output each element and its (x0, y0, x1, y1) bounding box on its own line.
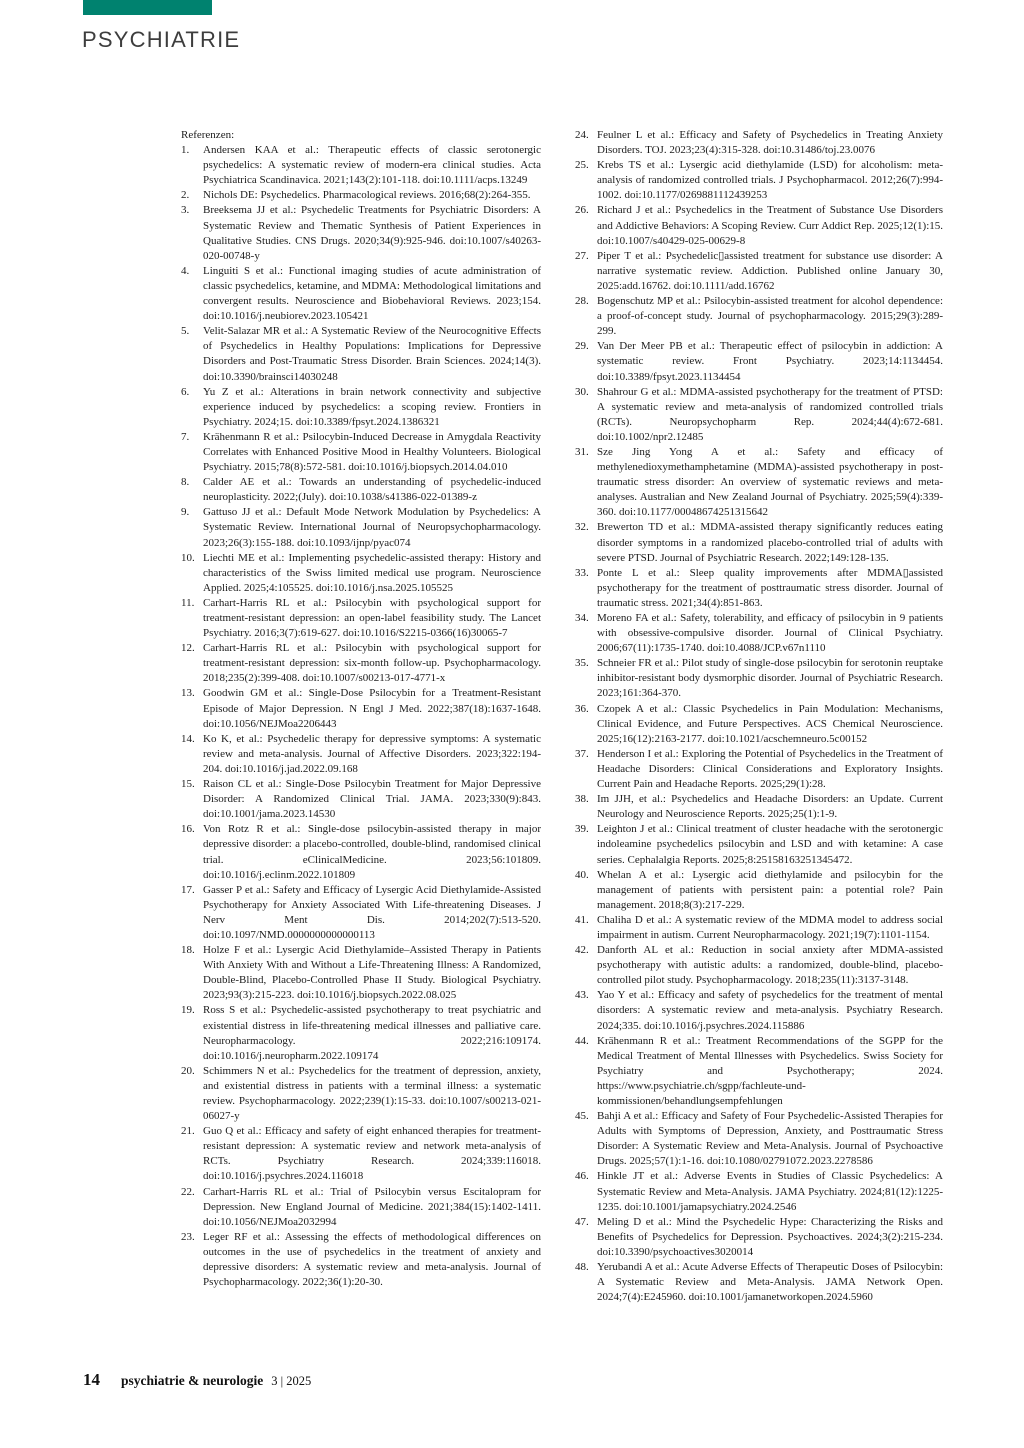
reference-text: Yerubandi A et al.: Acute Adverse Effects of Therapeutic Doses of Psilocybin: A Systematic Review and Meta-Analysis. JAMA Network Open. 2024;7(4):E245960. doi:10.1001/jamanetworkopen.2024.5960 (597, 1261, 943, 1304)
reference-text: Linguiti S et al.: Functional imaging studies of acute administration of classic psychedelics, ketamine, and MDMA: Methodological limitations and convergent results. Neuroscience and Biobehavioral Reviews. 2023;154. doi:10.1016/j.neubiorev.2023.105421 (203, 264, 541, 323)
reference-text: Whelan A et al.: Lysergic acid diethylamide and psilocybin for the management of patients with persistent pain: a potential role? Pain management. 2018;8(3):217-229. (597, 868, 943, 911)
reference-text: Nichols DE: Psychedelics. Pharmacological reviews. 2016;68(2):264-355. (203, 189, 531, 202)
issue-info: 3 | 2025 (271, 1374, 312, 1388)
reference-text: Leighton J et al.: Clinical treatment of cluster headache with the serotonergic indoleamine psychedelics psilocybin and LSD and with ketamine: A case series. Cephalalgia Reports. 2025;8:25158163251345472. (597, 823, 943, 866)
reference-item (575, 792, 943, 822)
reference-item (181, 1230, 541, 1290)
reference-number: 36. (575, 702, 589, 715)
reference-text: Henderson I et al.: Exploring the Potential of Psychedelics in the Treatment of Headache Disorders: Clinical Considerations and Exploratory Insights. Current Pain and Headache Reports. 2025;29(1):28. (597, 747, 943, 791)
reference-number: 26. (575, 204, 589, 217)
journal-name: psychiatrie & neurologie (121, 1373, 264, 1388)
reference-number: 1. (181, 144, 190, 157)
page-footer (83, 1370, 311, 1390)
reference-text: Holze F et al.: Lysergic Acid Diethylamide–Assisted Therapy in Patients With Anxiety With and Without a Life-Threatening Illness: A Randomized, Double-Blind, Placebo-Controlled Phase II Study. Biological Psychiatry. 2023;93(3):215-223. doi:10.1016/j.biopsych.2022.08.025 (203, 944, 541, 1002)
reference-item (181, 883, 541, 943)
reference-number: 10. (181, 551, 195, 564)
references-column-right (575, 128, 943, 1305)
reference-item (575, 445, 943, 520)
reference-number: 9. (181, 506, 190, 519)
reference-text: Czopek A et al.: Classic Psychedelics in Pain Modulation: Mechanisms, Clinical Evidence, and Future Perspectives. ACS Chemical Neuroscience. 2025;16(12):2163-2177. doi:10.1021/acschemneuro.5c00152 (597, 702, 943, 745)
reference-item (181, 686, 541, 731)
reference-text: Carhart-Harris RL et al.: Trial of Psilocybin versus Escitalopram for Depression. New England Journal of Medicine. 2021;384(15):1402-1411. doi:10.1056/NEJMoa2032994 (203, 1185, 541, 1228)
reference-number: 12. (181, 642, 195, 655)
reference-number: 28. (575, 295, 589, 308)
reference-number: 42. (575, 944, 589, 957)
reference-item (181, 264, 541, 324)
reference-number: 8. (181, 476, 190, 489)
reference-item (181, 732, 541, 777)
reference-number: 21. (181, 1125, 195, 1138)
reference-item (575, 611, 943, 656)
reference-text: Yu Z et al.: Alterations in brain network connectivity and subjective experience induced by psychedelics: a scoping review. Frontiers in Psychiatry. 2024;15. doi:10.3389/fpsyt.2024.1386321 (203, 385, 541, 428)
reference-item (181, 1003, 541, 1063)
reference-item (575, 1034, 943, 1109)
reference-number: 18. (181, 944, 195, 957)
reference-number: 34. (575, 612, 589, 624)
reference-text: Liechti ME et al.: Implementing psychedelic-assisted therapy: History and characteristics of the Swiss limited medical use program. Neuroscience Applied. 2025;4:105525. doi:10.1016/j.nsa.2025.105525 (203, 551, 541, 594)
references-column-left (181, 128, 541, 1290)
reference-text: Velit-Salazar MR et al.: A Systematic Review of the Neurocognitive Effects of Psychedelics in Healthy Populations: Implications for Depressive Disorders and Post-Traumatic Stress Disorder. Brain Sciences. 2024;14(3). doi:10.3390/brainsci14030248 (203, 325, 541, 383)
page-number: 14 (83, 1370, 100, 1389)
reference-text: Bahji A et al.: Efficacy and Safety of Four Psychedelic-Assisted Therapies for Adults with Symptoms of Depression, Anxiety, and Posttraumatic Stress Disorder: A Systematic Review and Meta-Analysis. Journal of Psychoactive Drugs. 2025;57(1):1-16. doi:10.1080/02791072.2023.2278586 (597, 1110, 943, 1168)
reference-item (575, 128, 943, 158)
reference-item (575, 339, 943, 384)
reference-item (181, 1124, 541, 1184)
reference-text: Meling D et al.: Mind the Psychedelic Hype: Characterizing the Risks and Benefits of Psychedelics for Depression. Psychoactives. 2024;3(2):215-234. doi:10.3390/psychoactives3020014 (597, 1215, 943, 1258)
reference-text: Hinkle JT et al.: Adverse Events in Studies of Classic Psychedelics: A Systematic Review and Meta-Analysis. JAMA Psychiatry. 2024;81(12):1225-1235. doi:10.1001/jamapsychiatry.2024.2546 (597, 1170, 943, 1213)
reference-text: Shahrour G et al.: MDMA-assisted psychotherapy for the treatment of PTSD: A systematic review and meta-analysis of randomized controlled trials (RCTs). Neuropsychopharm Rep. 2024;44(4):672-681. doi:10.1002/npr2.12485 (597, 385, 943, 443)
reference-item (181, 505, 541, 550)
reference-item (181, 324, 541, 384)
reference-text: Krähenmann R et al.: Psilocybin-Induced Decrease in Amygdala Reactivity Correlates with Enhanced Positive Mood in Healthy Volunteers. Biological Psychiatry. 2015;78(8):572-581. doi:10.1016/j.biopsych.2014.04.010 (203, 430, 541, 474)
reference-number: 41. (575, 913, 589, 926)
reference-text: Ko K, et al.: Psychedelic therapy for depressive symptoms: A systematic review and meta-analysis. Journal of Affective Disorders. 2023;322:194-204. doi:10.1016/j.jad.2022.09.168 (203, 732, 541, 775)
reference-item (575, 868, 943, 913)
reference-number: 30. (575, 385, 589, 398)
reference-item (181, 188, 541, 203)
reference-number: 32. (575, 521, 589, 534)
references-heading: Referenzen: (181, 129, 235, 141)
reference-text: Brewerton TD et al.: MDMA-assisted therapy significantly reduces eating disorder symptoms in a randomized placebo-controlled trial of adults with severe PTSD. Journal of Psychiatric Research. 2022;149:128-135. (597, 521, 943, 564)
reference-text: Krebs TS et al.: Lysergic acid diethylamide (LSD) for alcoholism: meta-analysis of randomized controlled trials. J Psychopharmacol. 2012;26(7):994-1002. doi:10.1177/0269881112439253 (597, 159, 943, 202)
reference-item (181, 385, 541, 430)
reference-number: 17. (181, 883, 195, 896)
reference-item (575, 249, 943, 294)
reference-number: 45. (575, 1110, 589, 1123)
reference-item (575, 822, 943, 867)
reference-number: 20. (181, 1064, 195, 1077)
reference-item (575, 158, 943, 203)
reference-item (181, 641, 541, 686)
reference-item (575, 943, 943, 988)
reference-number: 6. (181, 385, 190, 398)
reference-number: 46. (575, 1170, 589, 1183)
reference-text: Gattuso JJ et al.: Default Mode Network Modulation by Psychedelics: A Systematic Review. International Journal of Neuropsychopharmacology. 2023;26(3):155-188. doi:10.1093/ijnp/pyac074 (203, 506, 541, 549)
reference-item (575, 988, 943, 1033)
reference-number: 27. (575, 249, 589, 262)
reference-text: Piper T et al.: Psychedelic▯assisted treatment for substance use disorder: A narrative systematic review. Addiction. Published online January 30, 2025:add.16762. doi:10.1111/add.16762 (597, 249, 943, 292)
reference-text: Raison CL et al.: Single-Dose Psilocybin Treatment for Major Depressive Disorder: A Randomized Clinical Trial. JAMA. 2023;330(9):843. doi:10.1001/jama.2023.14530 (203, 778, 541, 821)
reference-item (575, 566, 943, 611)
reference-item (575, 747, 943, 792)
reference-text: Breeksema JJ et al.: Psychedelic Treatments for Psychiatric Disorders: A Systematic Review and Thematic Synthesis of Patient Experiences in Qualitative Studies. CNS Drugs. 2020;34(9):925-946. doi:10.1007/s40263-020-00748-y (203, 204, 541, 262)
reference-number: 15. (181, 778, 195, 791)
reference-number: 16. (181, 823, 195, 836)
reference-item (575, 1260, 943, 1305)
reference-number: 47. (575, 1215, 589, 1228)
reference-text: Ross S et al.: Psychedelic-assisted psychotherapy to treat psychiatric and existential distress in life-threatening medical illnesses and palliative care. Neuropharmacology. 2022;216:109174. doi:10.1016/j.neuropharm.2022.109174 (203, 1004, 541, 1062)
reference-number: 25. (575, 159, 589, 172)
reference-item (181, 551, 541, 596)
reference-text: Goodwin GM et al.: Single-Dose Psilocybin for a Treatment-Resistant Episode of Major Depression. N Engl J Med. 2022;387(18):1637-1648. doi:10.1056/NEJMoa2206443 (203, 687, 541, 730)
reference-number: 29. (575, 340, 589, 353)
reference-text: Moreno FA et al.: Safety, tolerability, and efficacy of psilocybin in 9 patients with obsessive-compulsive disorder. Journal of Clinical Psychiatry. 2006;67(11):1735-1740. doi:10.4088/JCP.v67n1110 (597, 612, 943, 655)
reference-item (181, 203, 541, 263)
reference-number: 22. (181, 1185, 195, 1198)
reference-text: Carhart-Harris RL et al.: Psilocybin with psychological support for treatment-resistant depression: six-month follow-up. Psychopharmacology. 2018;235(2):399-408. doi:10.1007/s00213-017-4771-x (203, 642, 541, 685)
reference-number: 43. (575, 989, 589, 1002)
reference-text: Van Der Meer PB et al.: Therapeutic effect of psilocybin in addiction: A systematic review. Front Psychiatry. 2023;14:1134454. doi:10.3389/fpsyt.2023.1134454 (597, 340, 943, 383)
reference-text: Schneier FR et al.: Pilot study of single-dose psilocybin for serotonin reuptake inhibitor-resistant body dysmorphic disorder. Journal of Psychiatric Research. 2023;161:364-370. (597, 657, 943, 700)
reference-item (181, 143, 541, 188)
reference-text: Andersen KAA et al.: Therapeutic effects of classic serotonergic psychedelics: A systematic review of modern-era clinical studies. Acta Psychiatrica Scandinavica. 2021;143(2):101-118. doi:10.1111/acps.13249 (203, 144, 541, 187)
reference-item (575, 203, 943, 248)
reference-item (575, 913, 943, 943)
reference-text: Feulner L et al.: Efficacy and Safety of Psychedelics in Treating Anxiety Disorders. TOJ. 2023;23(4):315-328. doi:10.31486/toj.23.0076 (597, 129, 943, 157)
section-title: PSYCHIATRIE (82, 27, 241, 52)
reference-text: Von Rotz R et al.: Single-dose psilocybin-assisted therapy in major depressive disorder: a placebo-controlled, double-blind, randomised clinical trial. eClinicalMedicine. 2023;56:101809. doi:10.1016/j.eclinm.2022.101809 (203, 823, 541, 881)
reference-text: Sze Jing Yong A et al.: Safety and efficacy of methylenedioxymethamphetamine (MDMA)-assisted psychotherapy in post-traumatic stress disorder: An overview of systematic reviews and meta-analyses. Australian and New Zealand Journal of Psychiatry. 2025;59(4):339-360. doi:10.1177/00048674251315642 (597, 445, 943, 519)
reference-item (575, 1215, 943, 1260)
reference-text: Krähenmann R et al.: Treatment Recommendations of the SGPP for the Medical Treatment of Mental Illnesses with Psychedelics. Swiss Society for Psychiatry and Psychotherapy; 2024. https://www.psychiatrie.ch/sgpp/fachleute-und-kommissionen/behandlungsempfehlungen (597, 1034, 943, 1107)
reference-item (181, 1185, 541, 1230)
reference-number: 11. (181, 596, 195, 609)
reference-text: Schimmers N et al.: Psychedelics for the treatment of depression, anxiety, and existential distress in patients with a terminal illness: a systematic review. Psychopharmacology. 2022;239(1):15-33. doi:10.1007/s00213-021-06027-y (203, 1064, 541, 1123)
reference-item (181, 943, 541, 1003)
reference-number: 24. (575, 129, 589, 141)
reference-text: Danforth AL et al.: Reduction in social anxiety after MDMA-assisted psychotherapy with autistic adults: a randomized, double-blind, placebo-controlled pilot study. Psychopharmacology. 2018;235(11):3137-3148. (597, 944, 943, 987)
reference-item (575, 1109, 943, 1169)
reference-number: 5. (181, 325, 190, 338)
reference-text: Bogenschutz MP et al.: Psilocybin-assisted treatment for alcohol dependence: a proof-of-concept study. Journal of psychopharmacology. 2015;29(3):289-299. (597, 295, 943, 338)
reference-number: 39. (575, 823, 589, 836)
reference-text: Calder AE et al.: Towards an understanding of psychedelic-induced neuroplasticity. 2022;(July). doi:10.1038/s41386-022-01389-z (203, 476, 541, 504)
reference-item (181, 822, 541, 882)
reference-number: 40. (575, 868, 589, 881)
reference-number: 2. (181, 189, 190, 202)
reference-number: 48. (575, 1261, 589, 1274)
reference-item (575, 520, 943, 565)
reference-number: 19. (181, 1004, 195, 1017)
reference-item (575, 656, 943, 701)
reference-item (575, 294, 943, 339)
reference-text: Leger RF et al.: Assessing the effects of methodological differences on outcomes in the use of psychedelics in the treatment of anxiety and depressive disorders: A systematic review and meta-analysis. Journal of Psychopharmacology. 2022;36(1):20-30. (203, 1230, 541, 1289)
reference-number: 4. (181, 264, 190, 277)
reference-number: 3. (181, 204, 190, 217)
reference-number: 31. (575, 445, 589, 458)
reference-text: Carhart-Harris RL et al.: Psilocybin with psychological support for treatment-resistant depression: an open-label feasibility study. The Lancet Psychiatry. 2016;3(7):619-627. doi:10.1016/S2215-0366(16)30065-7 (203, 596, 541, 640)
reference-item (181, 475, 541, 505)
reference-text: Guo Q et al.: Efficacy and safety of eight enhanced therapies for treatment-resistant depression: A systematic review and network meta-analysis of RCTs. Psychiatry Research. 2024;339:116018. doi:10.1016/j.psychres.2024.116018 (203, 1125, 541, 1183)
reference-text: Ponte L et al.: Sleep quality improvements after MDMA▯assisted psychotherapy for the treatment of posttraumatic stress disorder. Journal of traumatic stress. 2021;34(4):851-863. (597, 566, 943, 609)
reference-number: 38. (575, 793, 589, 806)
reference-item (575, 385, 943, 445)
reference-item (575, 1169, 943, 1214)
reference-number: 14. (181, 732, 195, 745)
reference-number: 44. (575, 1034, 589, 1047)
reference-number: 35. (575, 657, 589, 670)
reference-number: 33. (575, 566, 589, 579)
reference-item (181, 777, 541, 822)
reference-number: 7. (181, 430, 190, 443)
reference-item (575, 702, 943, 747)
reference-item (181, 596, 541, 641)
reference-text: Im JJH, et al.: Psychedelics and Headache Disorders: an Update. Current Neurology and Neuroscience Reports. 2025;25(1):1-9. (597, 793, 943, 821)
reference-text: Chaliha D et al.: A systematic review of the MDMA model to address social impairment in autism. Current Neuropharmacology. 2021;19(7):1101-1154. (597, 913, 943, 941)
section-color-bar (83, 0, 212, 15)
reference-number: 37. (575, 747, 589, 760)
reference-item (181, 1064, 541, 1124)
reference-number: 13. (181, 687, 195, 700)
reference-number: 23. (181, 1230, 195, 1243)
reference-text: Gasser P et al.: Safety and Efficacy of Lysergic Acid Diethylamide-Assisted Psychotherapy for Anxiety Associated With Life-threatening Diseases. J Nerv Ment Dis. 2014;202(7):513-520. doi:10.1097/NMD.0000000000000113 (203, 883, 541, 941)
reference-item (181, 430, 541, 475)
reference-text: Yao Y et al.: Efficacy and safety of psychedelics for the treatment of mental disorders: A systematic review and meta-analysis. Psychiatry Research. 2024;335. doi:10.1016/j.psychres.2024.115886 (597, 989, 943, 1032)
reference-text: Richard J et al.: Psychedelics in the Treatment of Substance Use Disorders and Addictive Behaviors: A Scoping Review. Curr Addict Rep. 2025;12(1):15. doi:10.1007/s40429-025-00629-8 (597, 204, 943, 247)
